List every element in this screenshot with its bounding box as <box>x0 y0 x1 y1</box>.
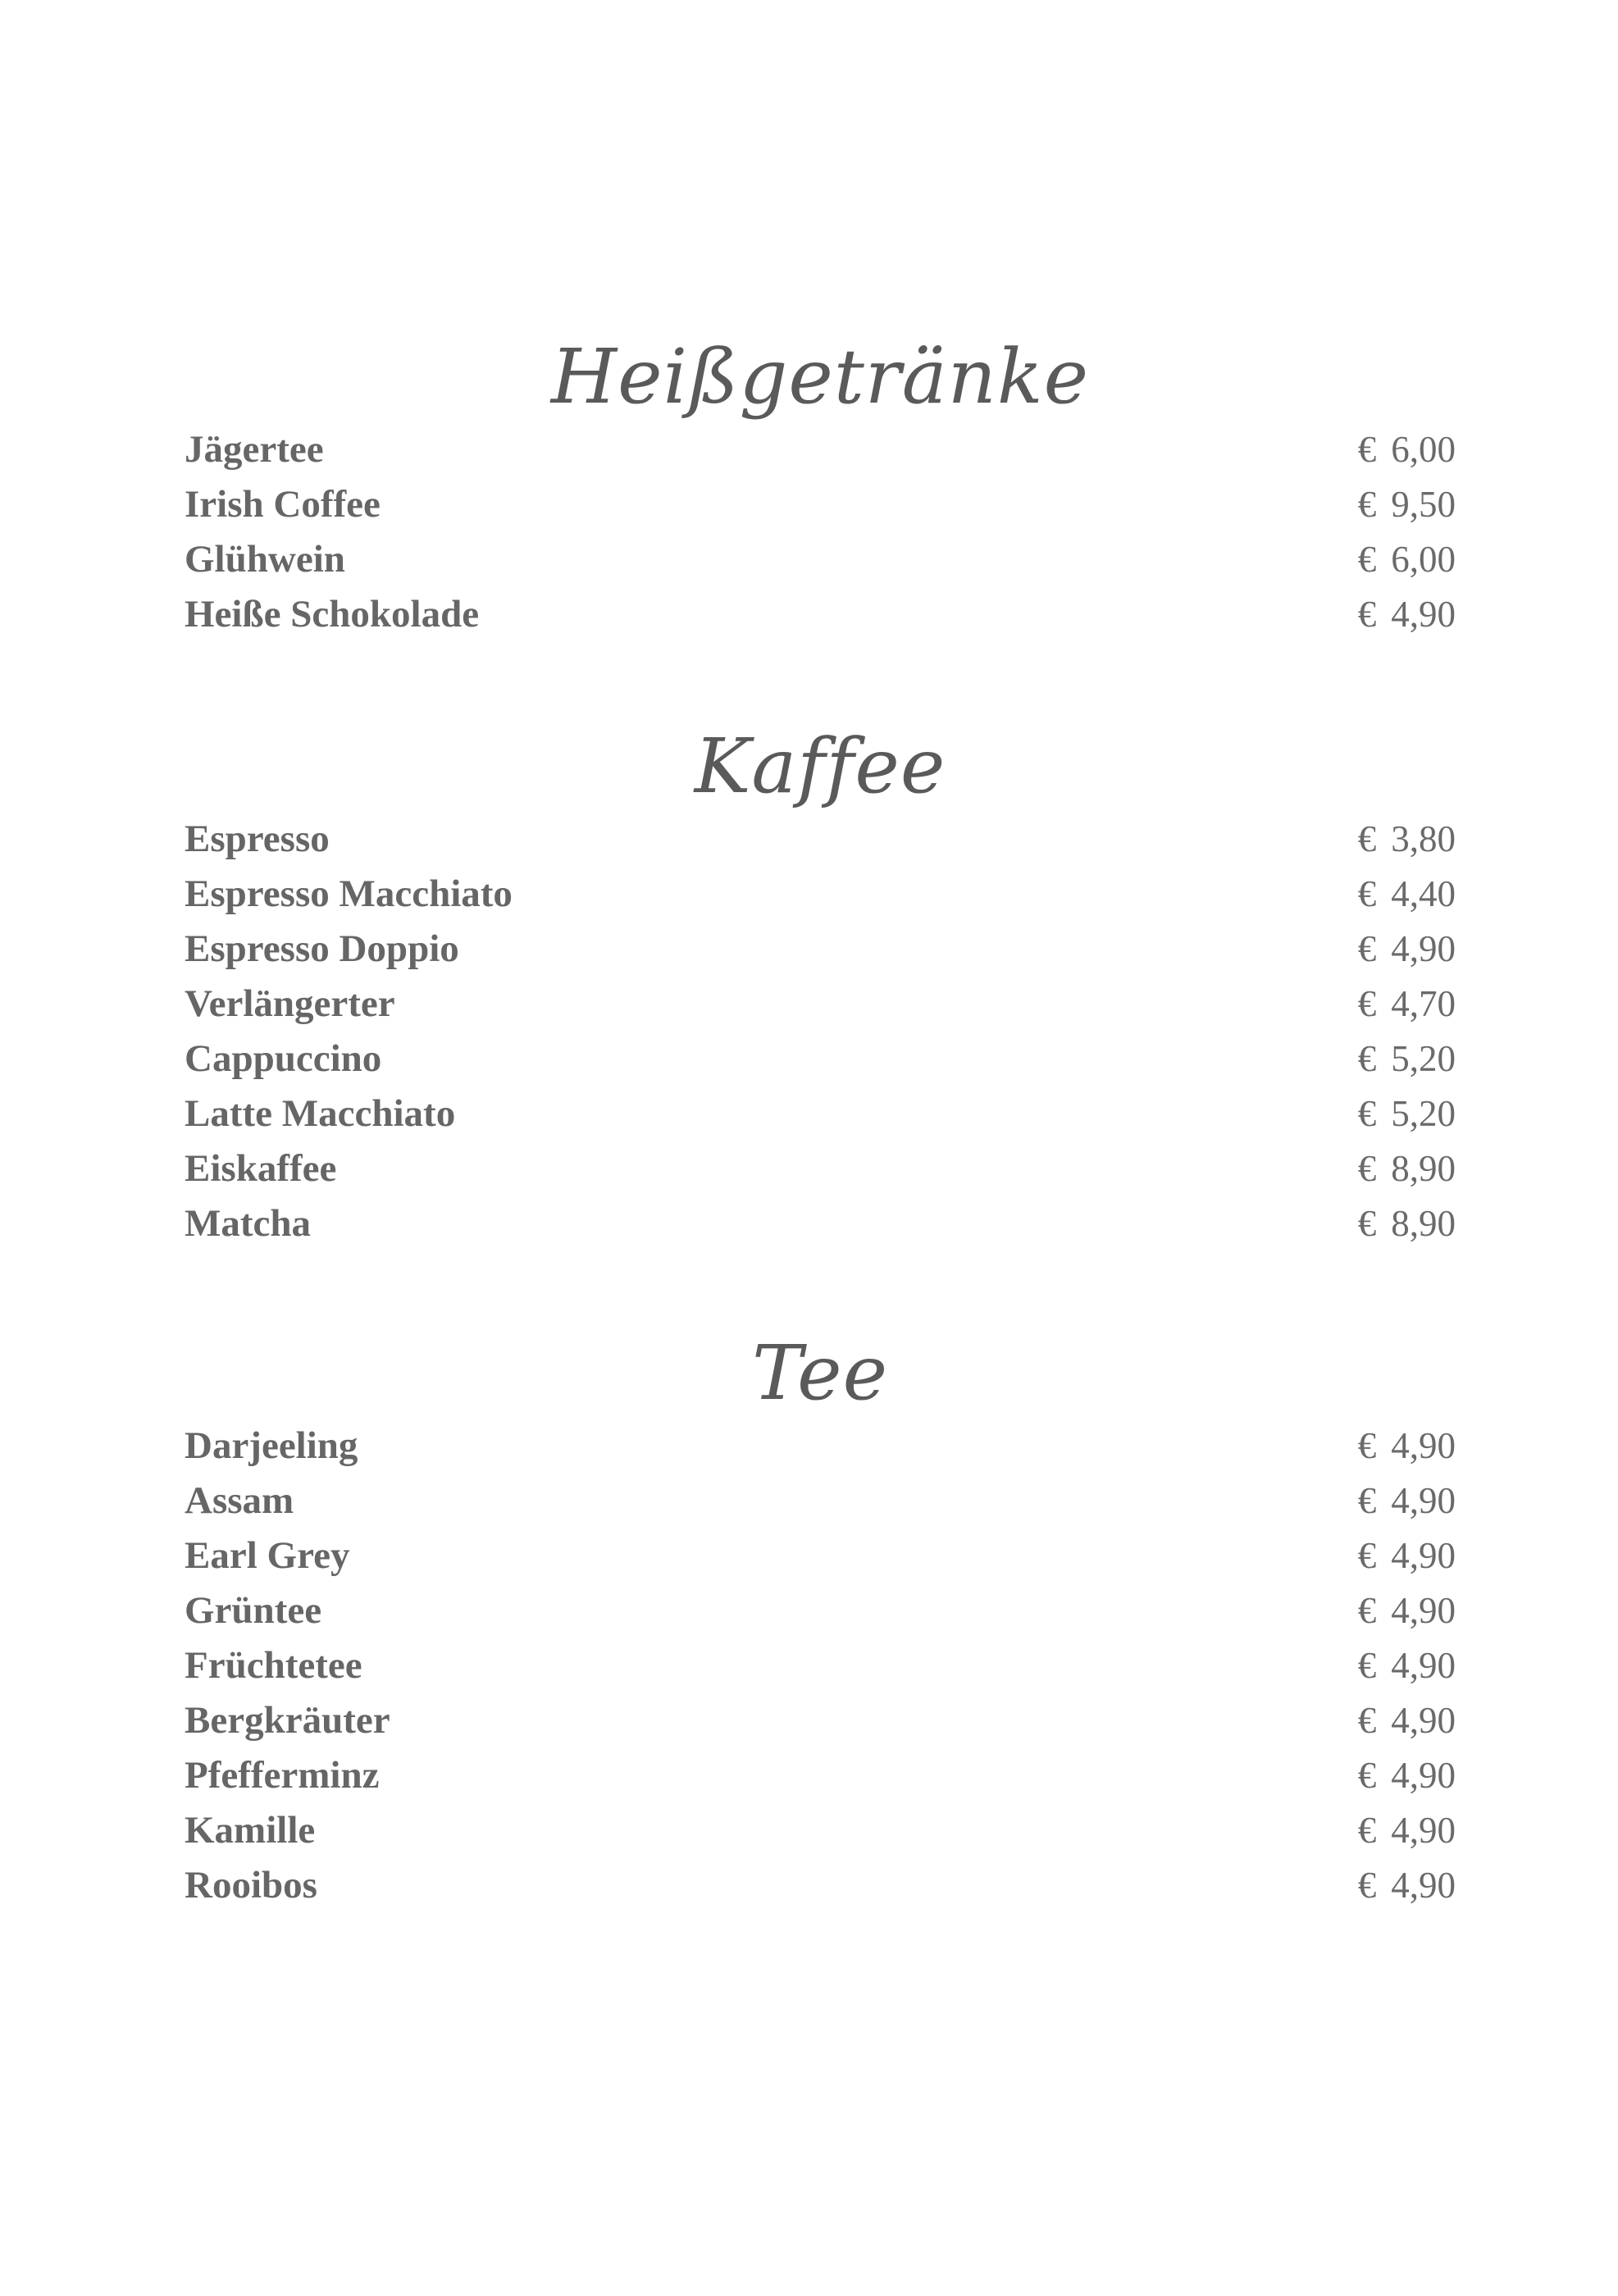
item-price <box>1358 867 1456 922</box>
price-amount: 4,70 <box>1391 983 1456 1024</box>
currency-symbol: € <box>1357 818 1377 859</box>
item-name: Verlängerter <box>185 982 395 1025</box>
item-name: Irish Coffee <box>185 483 381 526</box>
menu-item <box>185 1474 1456 1528</box>
item-price <box>1358 1419 1456 1474</box>
currency-symbol: € <box>1357 1865 1377 1906</box>
currency-symbol: € <box>1357 873 1377 914</box>
item-price <box>1358 1693 1456 1748</box>
currency-symbol: € <box>1357 429 1377 470</box>
currency-symbol: € <box>1357 1535 1377 1576</box>
section-title: Heißgetränke <box>550 333 1090 421</box>
currency-symbol: € <box>1357 1590 1377 1631</box>
item-name: Früchtetee <box>185 1644 362 1687</box>
item-name: Bergkräuter <box>185 1699 390 1742</box>
currency-symbol: € <box>1357 1148 1377 1189</box>
price-amount: 3,80 <box>1391 818 1456 859</box>
currency-symbol: € <box>1357 1093 1377 1134</box>
price-amount: 4,90 <box>1391 1700 1456 1741</box>
item-name: Kamille <box>185 1809 316 1852</box>
item-name: Matcha <box>185 1202 312 1245</box>
price-amount: 4,90 <box>1391 1645 1456 1686</box>
price-amount: 6,00 <box>1391 539 1456 580</box>
currency-symbol: € <box>1357 539 1377 580</box>
item-name: Espresso Macchiato <box>185 872 513 915</box>
currency-symbol: € <box>1357 1480 1377 1521</box>
item-name: Assam <box>185 1479 294 1522</box>
menu-item <box>185 1032 1456 1086</box>
item-price <box>1358 1803 1456 1858</box>
menu-item <box>185 1858 1456 1913</box>
item-name: Latte Macchiato <box>185 1092 456 1135</box>
price-amount: 8,90 <box>1391 1148 1456 1189</box>
item-price <box>1358 1583 1456 1638</box>
price-amount: 6,00 <box>1391 429 1456 470</box>
item-name: Grüntee <box>185 1589 322 1632</box>
item-price <box>1358 587 1456 642</box>
item-price <box>1358 422 1456 477</box>
currency-symbol: € <box>1357 1645 1377 1686</box>
item-price <box>1358 1858 1456 1913</box>
item-price <box>1358 1474 1456 1528</box>
item-price <box>1358 1032 1456 1086</box>
item-price <box>1358 922 1456 977</box>
item-list <box>185 812 1456 1251</box>
currency-symbol: € <box>1357 484 1377 525</box>
item-name: Espresso Doppio <box>185 927 459 970</box>
price-amount: 4,90 <box>1391 1425 1456 1466</box>
item-list <box>185 422 1456 642</box>
menu-item <box>185 1583 1456 1638</box>
price-amount: 4,90 <box>1391 1865 1456 1906</box>
price-amount: 4,90 <box>1391 1755 1456 1796</box>
price-amount: 8,90 <box>1391 1203 1456 1244</box>
item-list <box>185 1419 1456 1913</box>
currency-symbol: € <box>1357 928 1377 969</box>
menu-item <box>185 922 1456 977</box>
menu-item <box>185 1141 1456 1196</box>
item-name: Darjeeling <box>185 1424 358 1467</box>
item-price <box>1358 1141 1456 1196</box>
currency-symbol: € <box>1357 1425 1377 1466</box>
item-price <box>1358 532 1456 587</box>
item-price <box>1358 477 1456 532</box>
item-price <box>1358 1528 1456 1583</box>
section-kaffee <box>185 722 1456 1251</box>
item-price <box>1358 1638 1456 1693</box>
price-amount: 9,50 <box>1391 484 1456 525</box>
item-name: Earl Grey <box>185 1534 350 1577</box>
item-name: Cappuccino <box>185 1037 382 1080</box>
item-price <box>1358 1748 1456 1803</box>
item-name: Glühwein <box>185 538 345 581</box>
price-amount: 4,90 <box>1391 1810 1456 1851</box>
menu-item <box>185 1196 1456 1251</box>
menu-item <box>185 477 1456 532</box>
price-amount: 5,20 <box>1391 1038 1456 1079</box>
item-name: Espresso <box>185 818 330 860</box>
menu-item <box>185 1693 1456 1748</box>
section-heissgetraenke <box>185 332 1456 642</box>
currency-symbol: € <box>1357 594 1377 635</box>
menu-item <box>185 1419 1456 1474</box>
menu-item <box>185 1803 1456 1858</box>
item-price <box>1358 1196 1456 1251</box>
menu-item <box>185 1086 1456 1141</box>
menu-item <box>185 1528 1456 1583</box>
price-amount: 4,90 <box>1391 1590 1456 1631</box>
section-title: Kaffee <box>694 722 946 810</box>
item-price <box>1358 812 1456 867</box>
currency-symbol: € <box>1357 1203 1377 1244</box>
price-amount: 4,90 <box>1391 594 1456 635</box>
currency-symbol: € <box>1357 1700 1377 1741</box>
menu-item <box>185 587 1456 642</box>
price-amount: 4,40 <box>1391 873 1456 914</box>
price-amount: 4,90 <box>1391 1480 1456 1521</box>
menu-item <box>185 422 1456 477</box>
menu-item <box>185 867 1456 922</box>
menu-item <box>185 812 1456 867</box>
section-tee <box>185 1328 1456 1913</box>
price-amount: 4,90 <box>1391 928 1456 969</box>
currency-symbol: € <box>1357 1755 1377 1796</box>
item-price <box>1358 977 1456 1032</box>
item-name: Rooibos <box>185 1864 317 1906</box>
menu-item <box>185 977 1456 1032</box>
section-title: Tee <box>751 1329 889 1417</box>
menu-item <box>185 532 1456 587</box>
price-amount: 4,90 <box>1391 1535 1456 1576</box>
item-name: Pfefferminz <box>185 1754 380 1797</box>
item-price <box>1358 1086 1456 1141</box>
menu-item <box>185 1748 1456 1803</box>
currency-symbol: € <box>1357 983 1377 1024</box>
item-name: Heiße Schokolade <box>185 593 480 636</box>
currency-symbol: € <box>1357 1038 1377 1079</box>
menu-item <box>185 1638 1456 1693</box>
price-amount: 5,20 <box>1391 1093 1456 1134</box>
item-name: Jägertee <box>185 428 324 471</box>
item-name: Eiskaffee <box>185 1147 337 1190</box>
currency-symbol: € <box>1357 1810 1377 1851</box>
